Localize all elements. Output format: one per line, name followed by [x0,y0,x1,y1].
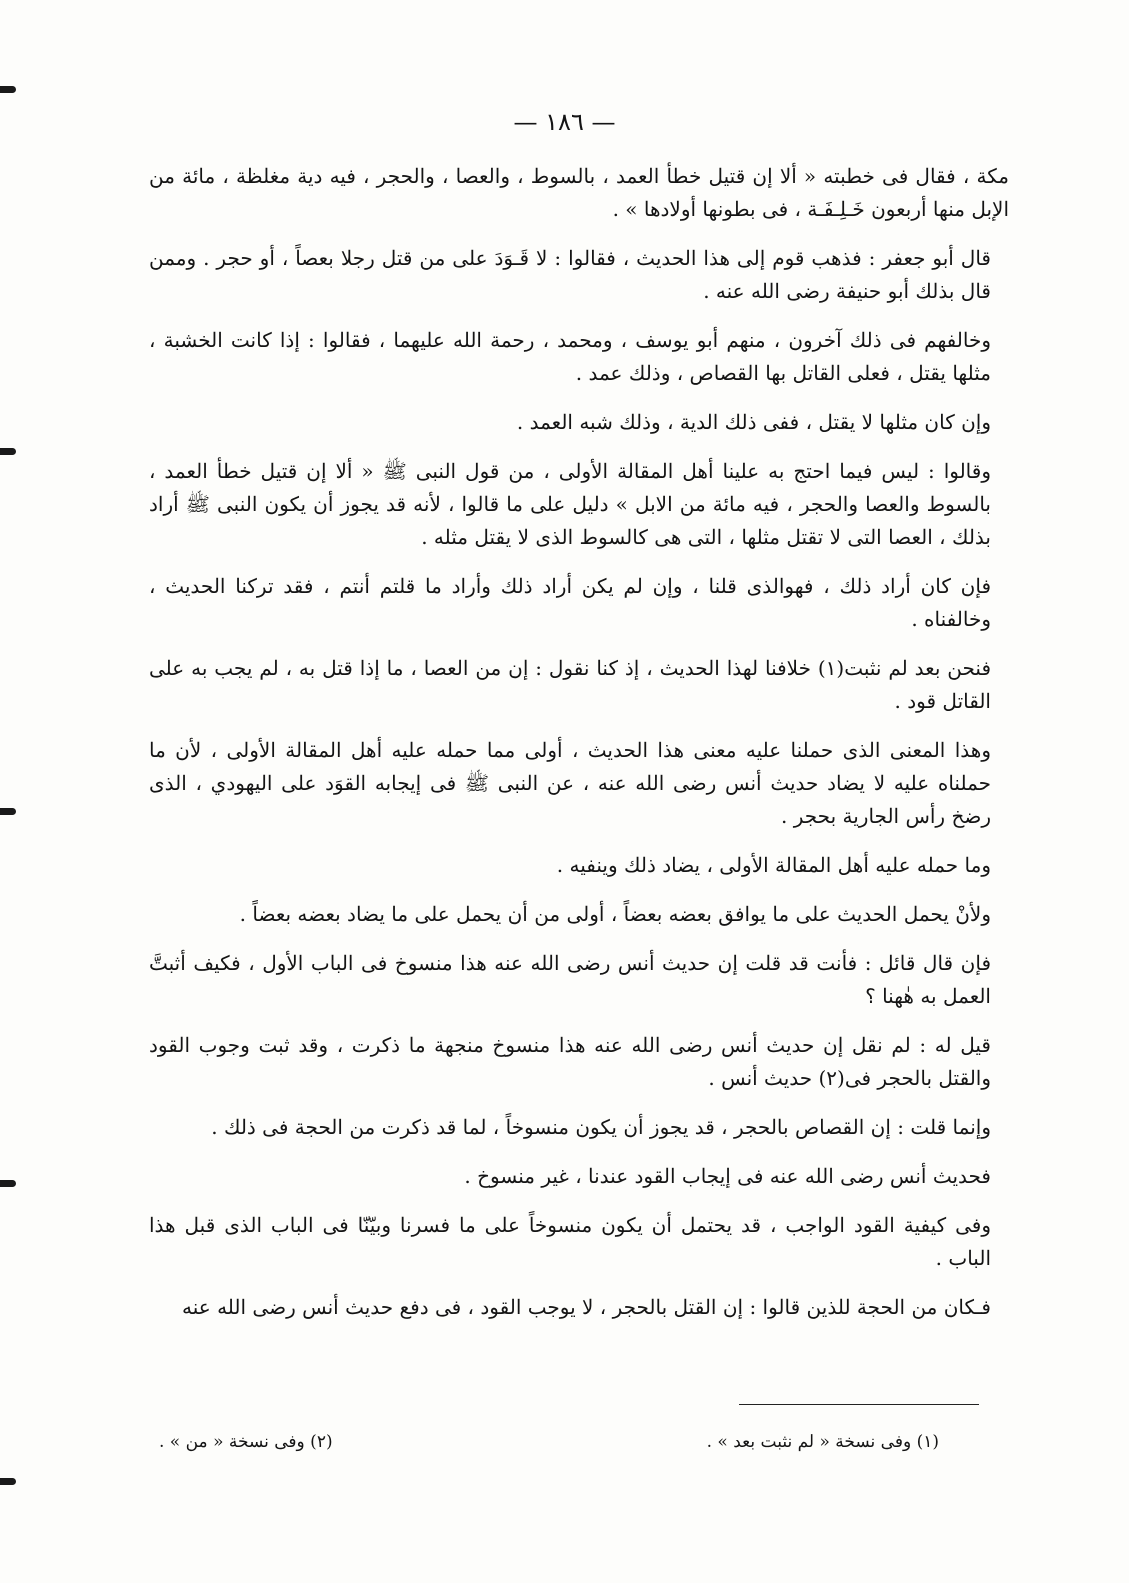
paragraph: وخالفهم فى ذلك آخرون ، منهم أبو يوسف ، ومحمد ، رحمة الله عليهما ، فقالوا : إذا كانت الخشبة ، مثلها يقتل ، فعلى القاتل بها القصاص ، وذلك عمد . [149,328,991,385]
binding-mark [0,808,16,815]
paragraph: وإنما قلت : إن القصاص بالحجر ، قد يجوز أن يكون منسوخاً ، لما قد ذكرت من الحجة فى ذلك . [211,1115,991,1139]
footnote-divider [739,1404,979,1405]
paragraph: وهذا المعنى الذى حملنا عليه معنى هذا الحديث ، أولى مما حمله عليه أهل المقالة الأولى ، لأن ما حملناه عليه لا يضاد حديث أنس رضى الله عنه ، عن النبى ﷺ فى إيجابه القوَد على اليهودي ، الذى رضخ رأس الجارية بحجر . [149,738,991,828]
paragraph: فحديث أنس رضى الله عنه فى إيجاب القود عندنا ، غير منسوخ . [464,1164,991,1188]
footnotes [159,1432,939,1452]
paragraph: وقالوا : ليس فيما احتج به علينا أهل المقالة الأولى ، من قول النبى ﷺ « ألا إن قتيل خطأ العمد ، بالسوط والعصا والحجر ، فيه مائة من الابل » دليل على ما قالوا ، لأنه قد يجوز أن يكون النبى ﷺ أراد بذلك ، العصا التى لا تقتل مثلها ، التى هى كالسوط الذى لا يقتل مثله . [149,459,991,549]
binding-mark [0,1180,16,1187]
binding-mark [0,1478,16,1485]
paragraph: قيل له : لم نقل إن حديث أنس رضى الله عنه هذا منسوخ منجهة ما ذكرت ، وقد ثبت وجوب القود والقتل بالحجر فى(٢) حديث أنس . [149,1033,991,1090]
paragraph: فإن كان أراد ذلك ، فهوالذى قلنا ، وإن لم يكن أراد ذلك وأراد ما قلتم أنتم ، فقد تركنا الحديث ، وخالفناه . [149,574,992,631]
paragraph: وما حمله عليه أهل المقالة الأولى ، يضاد ذلك وينفيه . [556,853,991,877]
paragraph: وإن كان مثلها لا يقتل ، ففى ذلك الدية ، وذلك شبه العمد . [516,410,991,434]
page-number: — ١٨٦ — [513,108,616,136]
paragraph: ولأنْ يحمل الحديث على ما يوافق بعضه بعضاً ، أولى من أن يحمل على ما يضاد بعضه بعضاً . [239,902,991,926]
paragraph: فنحن بعد لم نثبت(١) خلافنا لهذا الحديث ، إذ كنا نقول : إن من العصا ، ما إذا قتل به ، لم يجب به على القاتل قود . [149,656,991,713]
paragraph: قال أبو جعفر : فذهب قوم إلى هذا الحديث ، فقالوا : لا قَـوَدَ على من قتل رجلا بعصاً ، أو حجر . وممن قال بذلك أبو حنيفة رضى الله عنه . [149,246,991,303]
footnote-1: (١) وفى نسخة « لم نثبت بعد » . [706,1432,939,1452]
body-text [149,160,1009,1340]
paragraph: فـكان من الحجة للذين قالوا : إن القتل بالحجر ، لا يوجب القود ، فى دفع حديث أنس رضى الله عنه [182,1295,991,1319]
footnote-2: (٢) وفى نسخة « من » . [159,1432,333,1452]
paragraph: مكة ، فقال فى خطبته « ألا إن قتيل خطأ العمد ، بالسوط ، والعصا ، والحجر ، فيه دية مغلظة ، مائة من الإبل منها أربعون خَـلِـفَـة ، فى بطونها أولادها » . [149,164,1009,221]
binding-mark [0,86,16,93]
paragraph: فإن قال قائل : فأنت قد قلت إن حديث أنس رضى الله عنه هذا منسوخ فى الباب الأول ، فكيف أثبتَّ العمل به هٰهنا ؟ [149,951,991,1008]
binding-mark [0,448,16,455]
paragraph: وفى كيفية القود الواجب ، قد يحتمل أن يكون منسوخاً على ما فسرنا وبيّنّا فى الباب الذى قبل هذا الباب . [149,1213,991,1270]
